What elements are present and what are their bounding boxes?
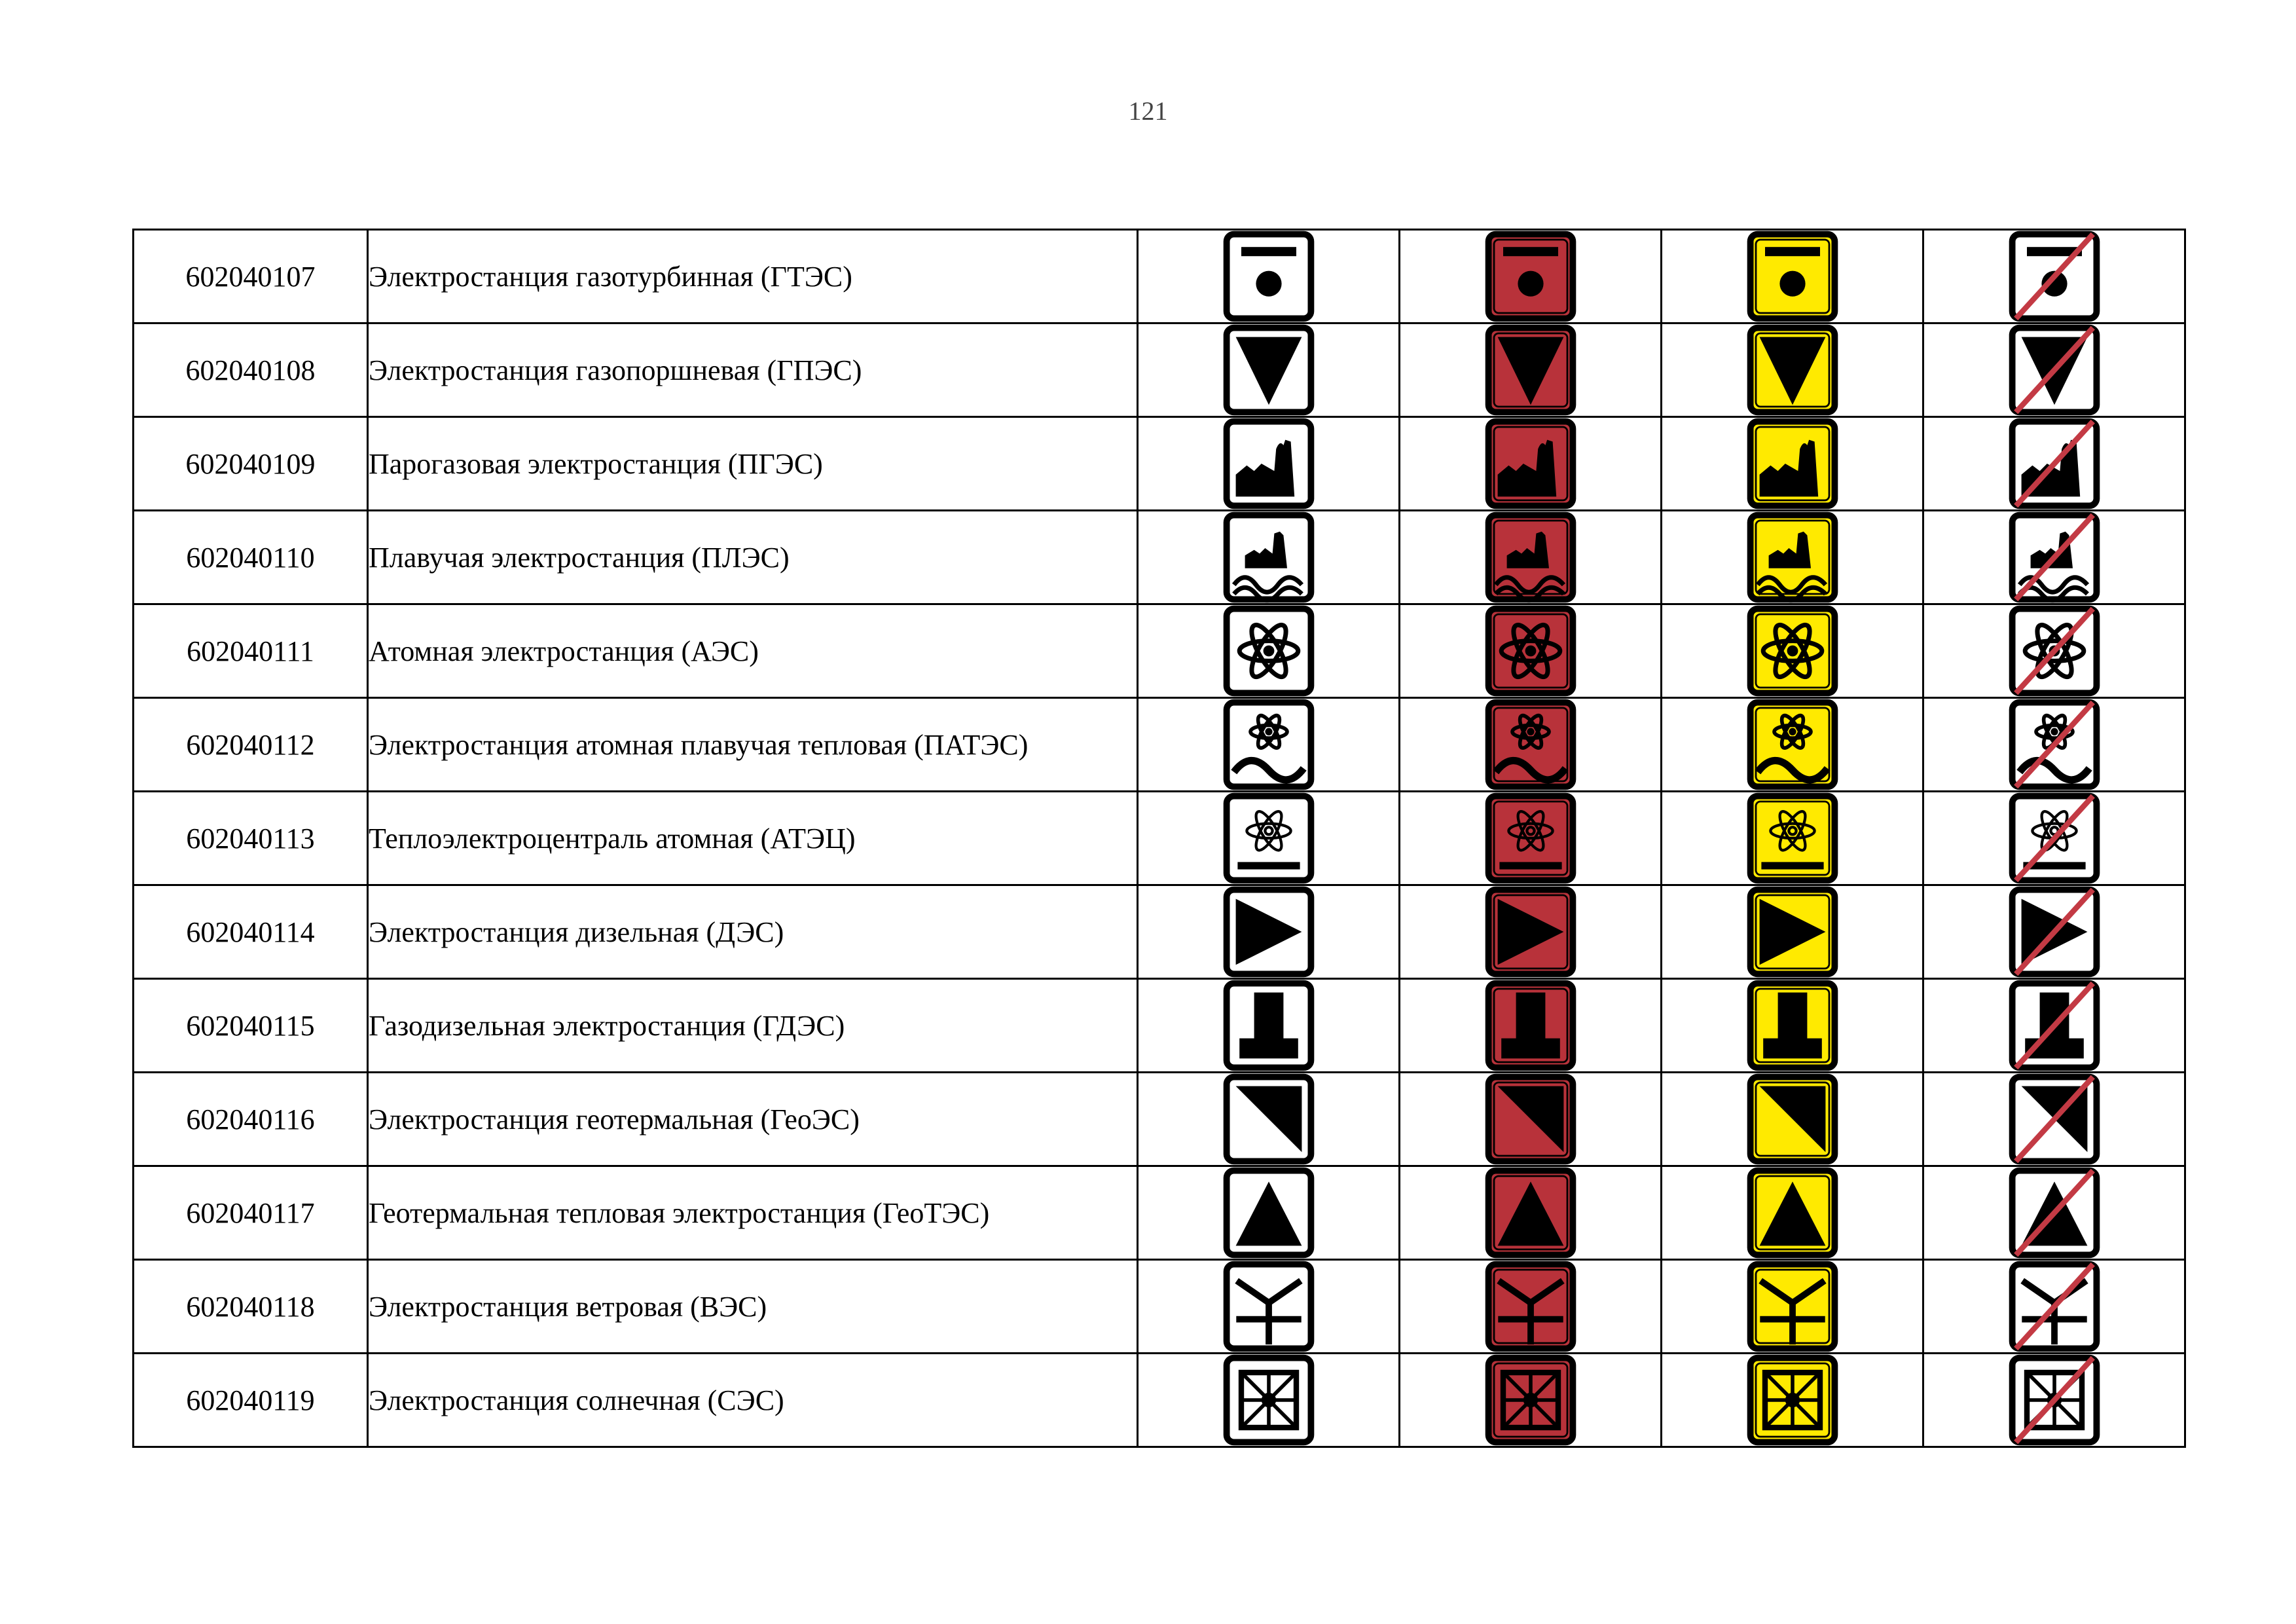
geothermal-thermal-icon [1747,1167,1838,1259]
nuclear-icon [1485,605,1576,697]
solar-icon [1223,1354,1315,1446]
symbol-red [1400,1260,1662,1354]
symbol-yellow [1662,698,1923,792]
symbol-yellow [1662,792,1923,885]
nuclear-chp-icon [1223,792,1315,884]
symbol-yellow [1662,1166,1923,1260]
symbol-yellow [1662,979,1923,1073]
symbol-crossed [1923,417,2185,511]
symbol-yellow [1662,1073,1923,1166]
geothermal-icon [1747,1073,1838,1165]
nuclear-chp-icon [1747,792,1838,884]
gas-diesel-icon [1747,980,1838,1071]
symbol-white [1138,1073,1400,1166]
symbol-name: Парогазовая электростанция (ПГЭС) [368,417,1138,511]
table-row [134,1354,2185,1447]
symbol-crossed [1923,1166,2185,1260]
symbol-name: Электростанция ветровая (ВЭС) [368,1260,1138,1354]
symbol-yellow [1662,511,1923,604]
symbol-code: 602040111 [134,604,368,698]
geothermal-icon [2009,1073,2100,1165]
symbol-name: Электростанция солнечная (СЭС) [368,1354,1138,1447]
symbols-table [132,229,2186,1448]
floating-icon [1223,511,1315,603]
gas-diesel-icon [1485,980,1576,1071]
symbol-crossed [1923,1260,2185,1354]
symbol-white [1138,792,1400,885]
gas-turbine-icon [1485,231,1576,322]
symbol-red [1400,979,1662,1073]
nuclear-floating-icon [1485,699,1576,790]
symbol-crossed [1923,698,2185,792]
symbol-red [1400,1073,1662,1166]
symbol-name: Плавучая электростанция (ПЛЭС) [368,511,1138,604]
symbol-white [1138,979,1400,1073]
symbol-yellow [1662,604,1923,698]
gas-turbine-icon [2009,231,2100,322]
solar-icon [1485,1354,1576,1446]
symbol-name: Электростанция газотурбинная (ГТЭС) [368,230,1138,323]
symbol-white [1138,1166,1400,1260]
symbol-crossed [1923,979,2185,1073]
nuclear-floating-icon [1223,699,1315,790]
floating-icon [1747,511,1838,603]
symbol-white [1138,417,1400,511]
symbol-white [1138,1260,1400,1354]
symbol-code: 602040109 [134,417,368,511]
wind-icon [2009,1261,2100,1352]
symbol-code: 602040113 [134,792,368,885]
geothermal-thermal-icon [2009,1167,2100,1259]
nuclear-floating-icon [1747,699,1838,790]
symbol-red [1400,1166,1662,1260]
symbol-code: 602040116 [134,1073,368,1166]
diesel-icon [1747,886,1838,978]
geothermal-thermal-icon [1485,1167,1576,1259]
floating-icon [1485,511,1576,603]
table-row [134,323,2185,417]
symbol-crossed [1923,511,2185,604]
symbol-red [1400,417,1662,511]
symbol-name: Электростанция дизельная (ДЭС) [368,885,1138,979]
symbol-crossed [1923,885,2185,979]
symbol-code: 602040112 [134,698,368,792]
diesel-icon [1485,886,1576,978]
symbol-yellow [1662,1260,1923,1354]
symbol-crossed [1923,230,2185,323]
symbol-yellow [1662,230,1923,323]
table-row [134,417,2185,511]
symbol-yellow [1662,417,1923,511]
gas-diesel-icon [2009,980,2100,1071]
geothermal-thermal-icon [1223,1167,1315,1259]
symbol-name: Электростанция газопоршневая (ГПЭС) [368,323,1138,417]
table-row [134,1260,2185,1354]
symbol-crossed [1923,792,2185,885]
symbol-code: 602040110 [134,511,368,604]
symbol-red [1400,885,1662,979]
symbol-red [1400,792,1662,885]
table-row [134,979,2185,1073]
symbol-code: 602040117 [134,1166,368,1260]
symbol-code: 602040118 [134,1260,368,1354]
solar-icon [1747,1354,1838,1446]
symbol-crossed [1923,604,2185,698]
symbol-white [1138,1354,1400,1447]
symbol-code: 602040119 [134,1354,368,1447]
symbol-yellow [1662,885,1923,979]
symbol-name: Электростанция атомная плавучая тепловая (ПАТЭС) [368,698,1138,792]
geothermal-icon [1485,1073,1576,1165]
nuclear-chp-icon [2009,792,2100,884]
gas-turbine-icon [1747,231,1838,322]
symbol-red [1400,511,1662,604]
wind-icon [1223,1261,1315,1352]
wind-icon [1485,1261,1576,1352]
page-number: 121 [1128,96,1168,126]
diesel-icon [1223,886,1315,978]
symbol-white [1138,885,1400,979]
table-row [134,1073,2185,1166]
gas-piston-icon [1485,324,1576,416]
symbol-yellow [1662,1354,1923,1447]
floating-icon [2009,511,2100,603]
steam-gas-icon [1747,418,1838,509]
table-row [134,511,2185,604]
gas-turbine-icon [1223,231,1315,322]
symbol-white [1138,604,1400,698]
gas-piston-icon [1223,324,1315,416]
geothermal-icon [1223,1073,1315,1165]
gas-diesel-icon [1223,980,1315,1071]
nuclear-icon [2009,605,2100,697]
table-row [134,885,2185,979]
symbol-name: Электростанция геотермальная (ГеоЭС) [368,1073,1138,1166]
symbol-name: Газодизельная электростанция (ГДЭС) [368,979,1138,1073]
symbol-name: Теплоэлектроцентраль атомная (АТЭЦ) [368,792,1138,885]
symbol-crossed [1923,1354,2185,1447]
symbol-white [1138,511,1400,604]
steam-gas-icon [1485,418,1576,509]
symbol-name: Атомная электростанция (АЭС) [368,604,1138,698]
gas-piston-icon [1747,324,1838,416]
table-row [134,604,2185,698]
nuclear-icon [1223,605,1315,697]
symbol-code: 602040107 [134,230,368,323]
steam-gas-icon [2009,418,2100,509]
symbol-crossed [1923,1073,2185,1166]
table-row [134,792,2185,885]
nuclear-floating-icon [2009,699,2100,790]
solar-icon [2009,1354,2100,1446]
symbol-code: 602040115 [134,979,368,1073]
symbol-red [1400,604,1662,698]
table-row [134,230,2185,323]
symbol-red [1400,698,1662,792]
table-row [134,698,2185,792]
gas-piston-icon [2009,324,2100,416]
steam-gas-icon [1223,418,1315,509]
nuclear-icon [1747,605,1838,697]
nuclear-chp-icon [1485,792,1576,884]
symbol-white [1138,698,1400,792]
symbol-name: Геотермальная тепловая электростанция (ГеоТЭС) [368,1166,1138,1260]
diesel-icon [2009,886,2100,978]
table-row [134,1166,2185,1260]
symbol-red [1400,230,1662,323]
symbol-crossed [1923,323,2185,417]
symbol-red [1400,1354,1662,1447]
symbol-code: 602040114 [134,885,368,979]
wind-icon [1747,1261,1838,1352]
symbol-yellow [1662,323,1923,417]
symbol-code: 602040108 [134,323,368,417]
symbol-red [1400,323,1662,417]
symbol-white [1138,230,1400,323]
symbol-white [1138,323,1400,417]
